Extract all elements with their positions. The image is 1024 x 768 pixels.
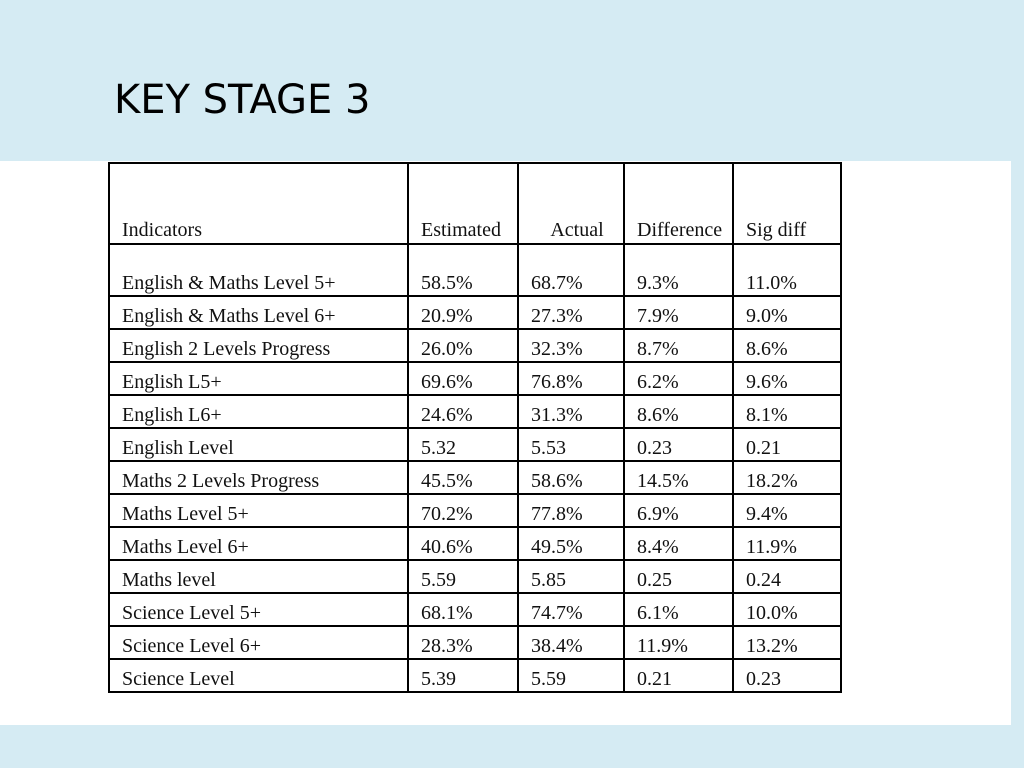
table-row: [109, 461, 841, 494]
indicator-cell: Maths Level 6+: [109, 527, 408, 560]
table-row: [109, 626, 841, 659]
header-sig-diff: Sig diff: [733, 163, 841, 244]
header-indicators: Indicators: [109, 163, 408, 244]
indicator-cell: Maths 2 Levels Progress: [109, 461, 408, 494]
table-row: [109, 296, 841, 329]
estimated-cell: 26.0%: [408, 329, 518, 362]
indicator-cell: English L6+: [109, 395, 408, 428]
indicator-cell: Science Level: [109, 659, 408, 692]
sig-diff-cell: 8.6%: [733, 329, 841, 362]
sig-diff-cell: 9.0%: [733, 296, 841, 329]
table-row: [109, 329, 841, 362]
sig-diff-cell: 9.4%: [733, 494, 841, 527]
difference-cell: 0.21: [624, 659, 733, 692]
sig-diff-cell: 11.9%: [733, 527, 841, 560]
table-row: [109, 362, 841, 395]
estimated-cell: 58.5%: [408, 244, 518, 296]
indicator-cell: English L5+: [109, 362, 408, 395]
indicator-cell: English & Maths Level 5+: [109, 244, 408, 296]
difference-cell: 8.6%: [624, 395, 733, 428]
header-estimated: Estimated: [408, 163, 518, 244]
slide-title: KEY STAGE 3: [114, 77, 371, 123]
estimated-cell: 45.5%: [408, 461, 518, 494]
actual-cell: 49.5%: [518, 527, 624, 560]
indicator-cell: Maths Level 5+: [109, 494, 408, 527]
sig-diff-cell: 0.21: [733, 428, 841, 461]
actual-cell: 77.8%: [518, 494, 624, 527]
table-row: [109, 560, 841, 593]
estimated-cell: 68.1%: [408, 593, 518, 626]
table-row: [109, 593, 841, 626]
actual-cell: 5.85: [518, 560, 624, 593]
sig-diff-cell: 11.0%: [733, 244, 841, 296]
actual-cell: 68.7%: [518, 244, 624, 296]
actual-cell: 38.4%: [518, 626, 624, 659]
estimated-cell: 69.6%: [408, 362, 518, 395]
actual-cell: 31.3%: [518, 395, 624, 428]
table-row: [109, 659, 841, 692]
difference-cell: 11.9%: [624, 626, 733, 659]
estimated-cell: 40.6%: [408, 527, 518, 560]
header-actual: Actual: [518, 163, 624, 244]
actual-cell: 32.3%: [518, 329, 624, 362]
difference-cell: 0.25: [624, 560, 733, 593]
estimated-cell: 5.59: [408, 560, 518, 593]
table-row: [109, 428, 841, 461]
actual-cell: 5.59: [518, 659, 624, 692]
actual-cell: 5.53: [518, 428, 624, 461]
table-row: [109, 395, 841, 428]
estimated-cell: 5.32: [408, 428, 518, 461]
actual-cell: 74.7%: [518, 593, 624, 626]
sig-diff-cell: 0.24: [733, 560, 841, 593]
difference-cell: 6.9%: [624, 494, 733, 527]
sig-diff-cell: 0.23: [733, 659, 841, 692]
sig-diff-cell: 18.2%: [733, 461, 841, 494]
actual-cell: 76.8%: [518, 362, 624, 395]
indicator-cell: Science Level 5+: [109, 593, 408, 626]
sig-diff-cell: 9.6%: [733, 362, 841, 395]
estimated-cell: 5.39: [408, 659, 518, 692]
estimated-cell: 70.2%: [408, 494, 518, 527]
difference-cell: 6.2%: [624, 362, 733, 395]
difference-cell: 7.9%: [624, 296, 733, 329]
estimated-cell: 24.6%: [408, 395, 518, 428]
sig-diff-cell: 13.2%: [733, 626, 841, 659]
key-stage-table: [108, 162, 842, 693]
table-row: [109, 244, 841, 296]
difference-cell: 8.4%: [624, 527, 733, 560]
difference-cell: 14.5%: [624, 461, 733, 494]
indicator-cell: English & Maths Level 6+: [109, 296, 408, 329]
indicator-cell: Science Level 6+: [109, 626, 408, 659]
indicator-cell: English 2 Levels Progress: [109, 329, 408, 362]
difference-cell: 6.1%: [624, 593, 733, 626]
sig-diff-cell: 8.1%: [733, 395, 841, 428]
header-difference: Difference: [624, 163, 733, 244]
estimated-cell: 28.3%: [408, 626, 518, 659]
difference-cell: 8.7%: [624, 329, 733, 362]
indicator-cell: English Level: [109, 428, 408, 461]
estimated-cell: 20.9%: [408, 296, 518, 329]
indicator-cell: Maths level: [109, 560, 408, 593]
table-row: [109, 494, 841, 527]
difference-cell: 0.23: [624, 428, 733, 461]
sig-diff-cell: 10.0%: [733, 593, 841, 626]
table-row: [109, 527, 841, 560]
difference-cell: 9.3%: [624, 244, 733, 296]
table-header-row: [109, 163, 841, 244]
actual-cell: 27.3%: [518, 296, 624, 329]
actual-cell: 58.6%: [518, 461, 624, 494]
